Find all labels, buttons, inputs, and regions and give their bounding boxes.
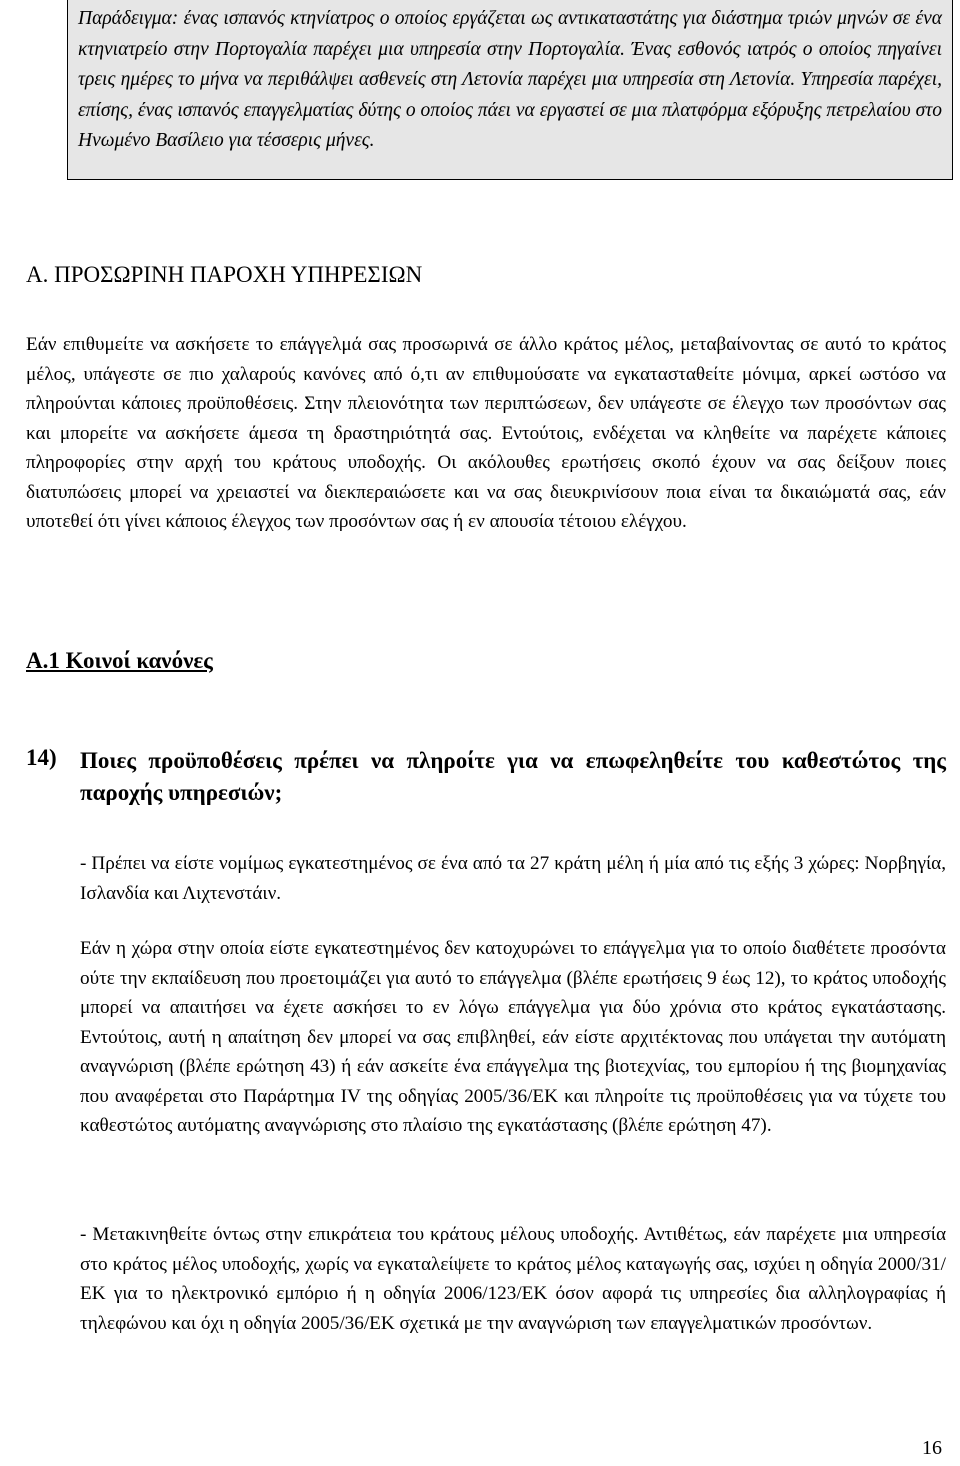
section-a1-heading: Α.1 Κοινοί κανόνες (26, 648, 213, 673)
example-text: Παράδειγμα: ένας ισπανός κτηνίατρος ο οποίος εργάζεται ως αντικαταστάτης για διάστημα τριών μηνών σε ένα κτηνιατρείο στην Πορτογαλία παρέχει μια υπηρεσία στην Πορτογαλία. Ένας εσθονός ιατρός ο οποίος πηγαίνει τρεις ημέρες το μήνα να περιθάλψει ασθενείς στη Λετονία παρέχει μια υπηρεσία στη Λετονία. Υπηρεσία παρέχει, επίσης, ένας ισπανός επαγγελματίας δύτης ο οποίος πάει να εργαστεί σε μια πλατφόρμα εξόρυξης πετρελαίου στο Ηνωμένο Βασίλειο για τέσσερις μήνες. (78, 8, 942, 151)
question-number: 14) (26, 745, 57, 770)
example-box (67, 0, 953, 180)
question-paragraph-1: - Πρέπει να είστε νομίμως εγκατεστημένος σε ένα από τα 27 κράτη μέλη ή μία από τις εξής 3 χώρες: Νορβηγία, Ισλανδία και Λιχτενστάιν. (80, 853, 946, 904)
section-a-paragraph: Εάν επιθυμείτε να ασκήσετε το επάγγελμά σας προσωρινά σε άλλο κράτος μέλος, μεταβαίνοντας σε αυτό το κράτος μέλος, υπάγεστε σε πιο χαλαρούς κανόνες από ό,τι αν επιθυμούσατε να εγκατασταθείτε μόνιμα, αρκεί ωστόσο να πληρούνται κάποιες προϋποθέσεις. Στην πλειονότητα των περιπτώσεων, δεν υπάγεστε σε έλεγχο των προσόντων σας και μπορείτε να ασκήσετε άμεσα τη δραστηριότητά σας. Εντούτοις, ενδέχεται να κληθείτε να παρέχετε κάποιες πληροφορίες στην αρχή του κράτους υποδοχής. Οι ακόλουθες ερωτήσεις σκοπό έχουν να σας δείξουν ποιες διατυπώσεις μπορεί να χρειαστεί να διεκπεραιώσετε και να σας διευκρινίσουν ποια είναι τα δικαιώματά σας, εάν υποτεθεί ότι γίνει κάποιος έλεγχος των προσόντων σας ή εν απουσία τέτοιου ελέγχου. (26, 334, 946, 532)
section-a-heading: Α. ΠΡΟΣΩΡΙΝΗ ΠΑΡΟΧΗ ΥΠΗΡΕΣΙΩΝ (26, 262, 423, 287)
page-number: 16 (922, 1437, 942, 1459)
question-title: Ποιες προϋποθέσεις πρέπει να πληροίτε για να επωφεληθείτε του καθεστώτος της παροχής υπηρεσιών; (80, 748, 946, 805)
question-paragraph-2: Εάν η χώρα στην οποία είστε εγκατεστημένος δεν κατοχυρώνει το επάγγελμα για το οποίο διαθέτετε προσόντα ούτε την εκπαίδευση που προετοιμάζει για αυτό το επάγγελμα (βλέπε ερωτήσεις 9 έως 12), το κράτος υποδοχής μπορεί να απαιτήσει να έχετε ασκήσει το εν λόγω επάγγελμα για δύο χρόνια στο κράτος εγκατάστασης. Εντούτοις, αυτή η απαίτηση δεν μπορεί να σας επιβληθεί, εάν είστε αρχιτέκτονας που υπάγεται την αυτόματη αναγνώριση (βλέπε ερώτηση 43) ή εάν ασκείτε ένα επάγγελμα της βιοτεχνίας, του εμπορίου ή της βιομηχανίας που αναφέρεται στο Παράρτημα IV της οδηγίας 2005/36/ΕΚ και πληροίτε τις προϋποθέσεις για να τύχετε του καθεστώτος αυτόματης αναγνώρισης στο πλαίσιο της εγκατάστασης (βλέπε ερώτηση 47). (80, 938, 946, 1136)
question-paragraph-3: - Μετακινηθείτε όντως στην επικράτεια του κράτους μέλους υποδοχής. Αντιθέτως, εάν παρέχετε μια υπηρεσία στο κράτος μέλος υποδοχής, χωρίς να εγκαταλείψετε το κράτος μέλος καταγωγής σας, ισχύει η οδηγία 2000/31/ΕΚ για το ηλεκτρονικό εμπόριο ή η οδηγία 2006/123/ΕΚ όσον αφορά τις υπηρεσίες δια αλληλογραφίας ή τηλεφώνου και όχι η οδηγία 2005/36/ΕΚ σχετικά με την αναγνώριση των επαγγελματικών προσόντων. (80, 1224, 946, 1334)
